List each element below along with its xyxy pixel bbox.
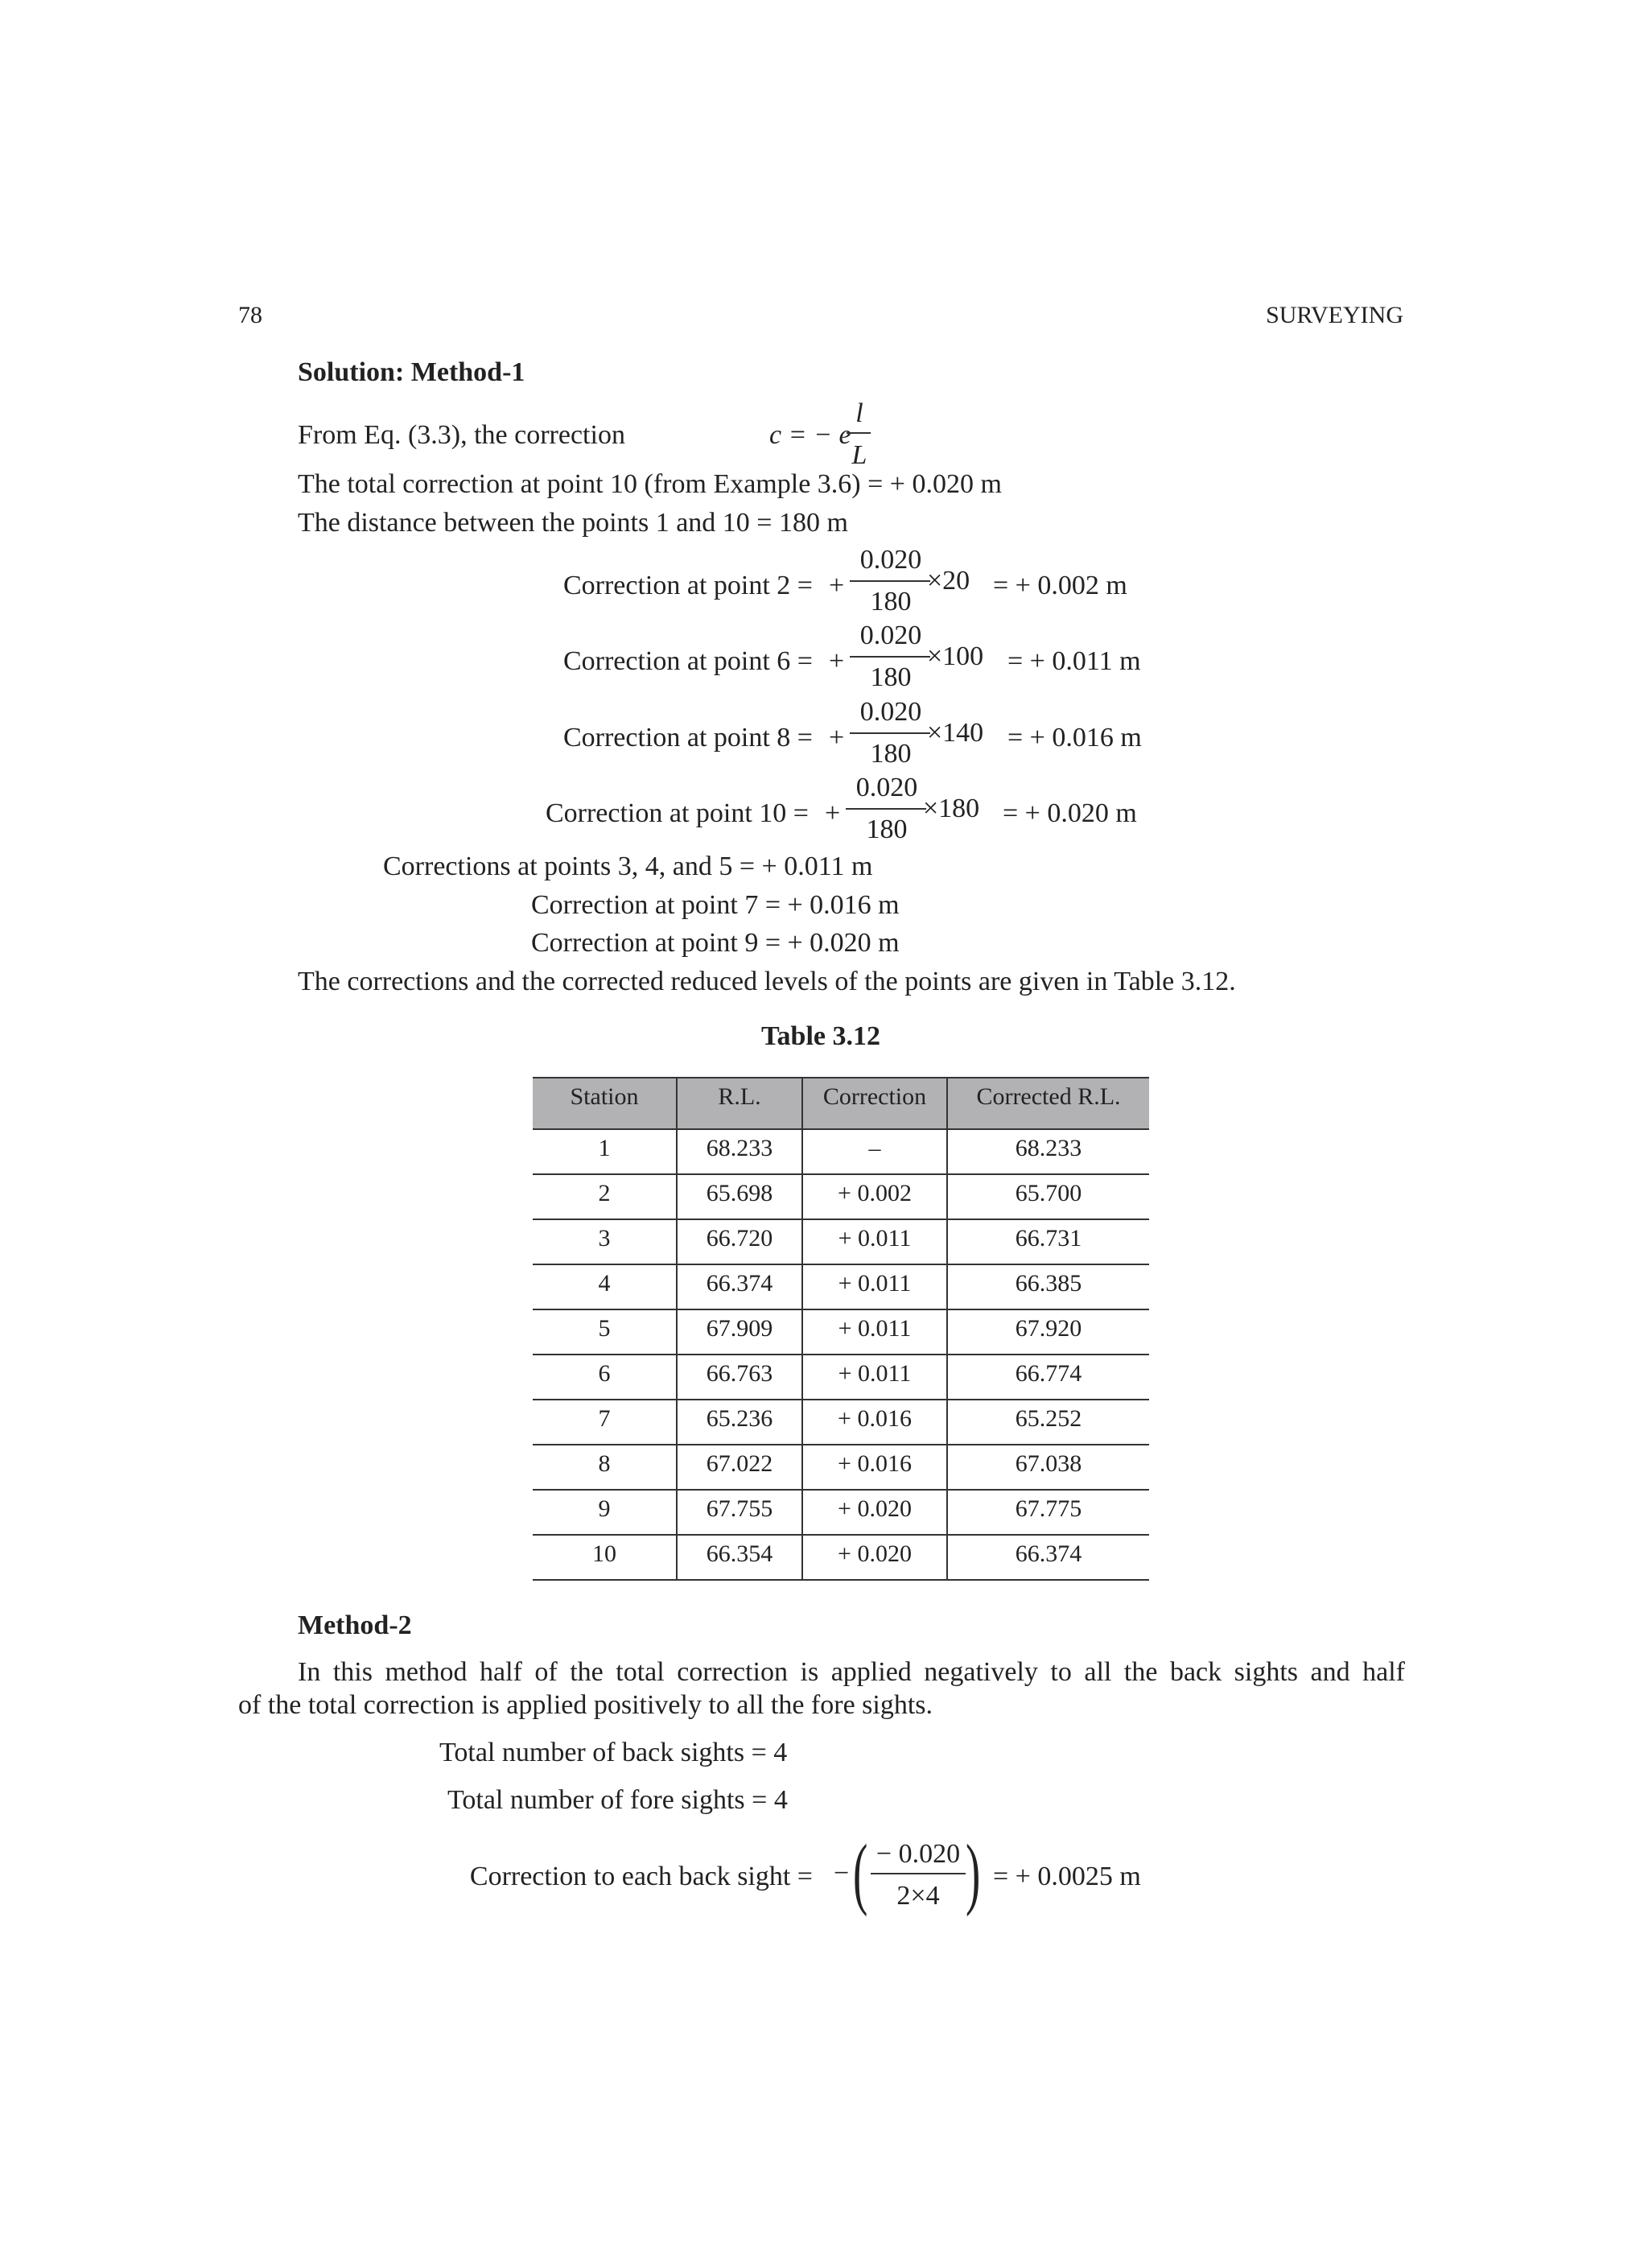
table-caption: Table 3.12 <box>760 1021 880 1051</box>
eq-denominator: 180 <box>870 587 912 616</box>
eq-denominator: 2×4 <box>896 1881 940 1911</box>
cell-rl: 66.374 <box>677 1264 802 1309</box>
cell-rl: 65.698 <box>677 1174 802 1219</box>
col-header-correction: Correction <box>802 1078 947 1129</box>
eq-sign: + <box>825 798 841 828</box>
eq-result: = + 0.020 m <box>1003 798 1137 828</box>
fore-sights-count: Total number of fore sights = 4 <box>447 1785 788 1815</box>
cell-correction: + 0.011 <box>802 1219 947 1264</box>
eq-sign: + <box>829 646 845 676</box>
eq-denominator: 180 <box>870 662 912 692</box>
cell-corrected-rl: 67.775 <box>947 1490 1149 1535</box>
table-row <box>533 1535 1149 1580</box>
eq-numerator: 0.020 <box>859 545 922 575</box>
cell-station: 8 <box>533 1445 677 1490</box>
running-title: SURVEYING <box>1266 302 1403 328</box>
cell-station: 10 <box>533 1535 677 1580</box>
cell-station: 5 <box>533 1309 677 1355</box>
eq-bar <box>850 732 930 734</box>
table-row <box>533 1129 1149 1174</box>
correction-point-7: Correction at point 7 = + 0.016 m <box>531 890 900 920</box>
eq-multiplier: ×20 <box>927 566 970 596</box>
table-row <box>533 1264 1149 1309</box>
cell-corrected-rl: 66.731 <box>947 1219 1149 1264</box>
cell-station: 6 <box>533 1355 677 1400</box>
eq-denominator: 180 <box>870 739 912 769</box>
data-table <box>533 1077 1149 1581</box>
eq-sign: + <box>829 723 845 753</box>
col-header-corrected-rl: Corrected R.L. <box>947 1078 1149 1129</box>
eq-numerator: 0.020 <box>859 621 922 650</box>
right-paren: ) <box>966 1828 981 1917</box>
cell-rl: 67.909 <box>677 1309 802 1355</box>
table-header-row <box>533 1078 1149 1129</box>
cell-correction: + 0.020 <box>802 1535 947 1580</box>
correction-formula-lhs: c = − e <box>769 420 851 450</box>
cell-rl: 66.720 <box>677 1219 802 1264</box>
eq-result: = + 0.0025 m <box>993 1862 1141 1891</box>
cell-corrected-rl: 66.385 <box>947 1264 1149 1309</box>
cell-station: 4 <box>533 1264 677 1309</box>
cell-corrected-rl: 65.700 <box>947 1174 1149 1219</box>
left-paren: ( <box>853 1828 868 1917</box>
cell-correction: + 0.011 <box>802 1355 947 1400</box>
table-row <box>533 1219 1149 1264</box>
cell-corrected-rl: 65.252 <box>947 1400 1149 1445</box>
eq-bar <box>850 656 930 658</box>
table-row <box>533 1445 1149 1490</box>
cell-corrected-rl: 67.920 <box>947 1309 1149 1355</box>
eq-result: = + 0.002 m <box>993 571 1127 600</box>
back-sights-count: Total number of back sights = 4 <box>439 1738 788 1767</box>
cell-rl: 66.763 <box>677 1355 802 1400</box>
cell-correction: + 0.011 <box>802 1309 947 1355</box>
cell-station: 7 <box>533 1400 677 1445</box>
table-intro: The corrections and the corrected reduced levels of the points are given in Table 3.12. <box>298 967 1236 996</box>
cell-station: 9 <box>533 1490 677 1535</box>
cell-correction: + 0.002 <box>802 1174 947 1219</box>
cell-corrected-rl: 66.774 <box>947 1355 1149 1400</box>
cell-correction: + 0.020 <box>802 1490 947 1535</box>
formula-numerator: l <box>855 398 863 428</box>
eq-result: = + 0.011 m <box>1007 646 1141 676</box>
from-eq-text: From Eq. (3.3), the correction <box>298 420 625 450</box>
eq-bar <box>850 580 930 582</box>
cell-corrected-rl: 67.038 <box>947 1445 1149 1490</box>
eq-multiplier: ×180 <box>923 794 980 823</box>
cell-correction: + 0.016 <box>802 1400 947 1445</box>
cell-corrected-rl: 66.374 <box>947 1535 1149 1580</box>
eq-denominator: 180 <box>866 814 908 844</box>
method2-para-line1: In this method half of the total correction is applied negatively to all the back sights and half <box>298 1657 1405 1687</box>
cell-correction: + 0.016 <box>802 1445 947 1490</box>
cell-station: 1 <box>533 1129 677 1174</box>
formula-denominator: L <box>851 440 867 470</box>
total-correction-line: The total correction at point 10 (from Example 3.6) = + 0.020 m <box>298 469 1002 499</box>
table-row <box>533 1400 1149 1445</box>
eq-bar <box>871 1873 966 1874</box>
cell-correction: – <box>802 1129 947 1174</box>
distance-line: The distance between the points 1 and 10 = 180 m <box>298 508 848 538</box>
page-number: 78 <box>238 302 262 328</box>
table-row <box>533 1355 1149 1400</box>
correction-point-9: Correction at point 9 = + 0.020 m <box>531 928 900 958</box>
cell-rl: 67.022 <box>677 1445 802 1490</box>
cell-rl: 67.755 <box>677 1490 802 1535</box>
eq-label: Correction at point 6 = <box>562 646 813 676</box>
cell-rl: 68.233 <box>677 1129 802 1174</box>
eq-sign: + <box>829 571 845 600</box>
table-row <box>533 1174 1149 1219</box>
corrections-3-4-5: Corrections at points 3, 4, and 5 = + 0.011 m <box>383 852 873 881</box>
method2-para-line2: of the total correction is applied positively to all the fore sights. <box>238 1690 933 1720</box>
solution-heading: Solution: Method-1 <box>298 357 525 387</box>
eq-label: Correction at point 2 = <box>562 571 813 600</box>
cell-corrected-rl: 68.233 <box>947 1129 1149 1174</box>
col-header-rl: R.L. <box>677 1078 802 1129</box>
eq-numerator: 0.020 <box>859 697 922 727</box>
eq-label: Correction to each back sight = <box>469 1862 813 1891</box>
eq-sign: − <box>834 1858 850 1888</box>
col-header-station: Station <box>533 1078 677 1129</box>
cell-station: 3 <box>533 1219 677 1264</box>
eq-numerator: 0.020 <box>855 773 918 802</box>
eq-label: Correction at point 10 = <box>545 798 809 828</box>
cell-rl: 66.354 <box>677 1535 802 1580</box>
formula-bar <box>847 432 871 434</box>
eq-numerator: − 0.020 <box>876 1839 961 1869</box>
method2-heading: Method-2 <box>298 1610 412 1640</box>
eq-label: Correction at point 8 = <box>562 723 813 753</box>
eq-multiplier: ×100 <box>927 641 984 671</box>
eq-multiplier: ×140 <box>927 718 984 748</box>
cell-station: 2 <box>533 1174 677 1219</box>
cell-correction: + 0.011 <box>802 1264 947 1309</box>
table-row <box>533 1490 1149 1535</box>
cell-rl: 65.236 <box>677 1400 802 1445</box>
table-row <box>533 1309 1149 1355</box>
eq-result: = + 0.016 m <box>1007 723 1142 753</box>
eq-bar <box>846 808 926 810</box>
